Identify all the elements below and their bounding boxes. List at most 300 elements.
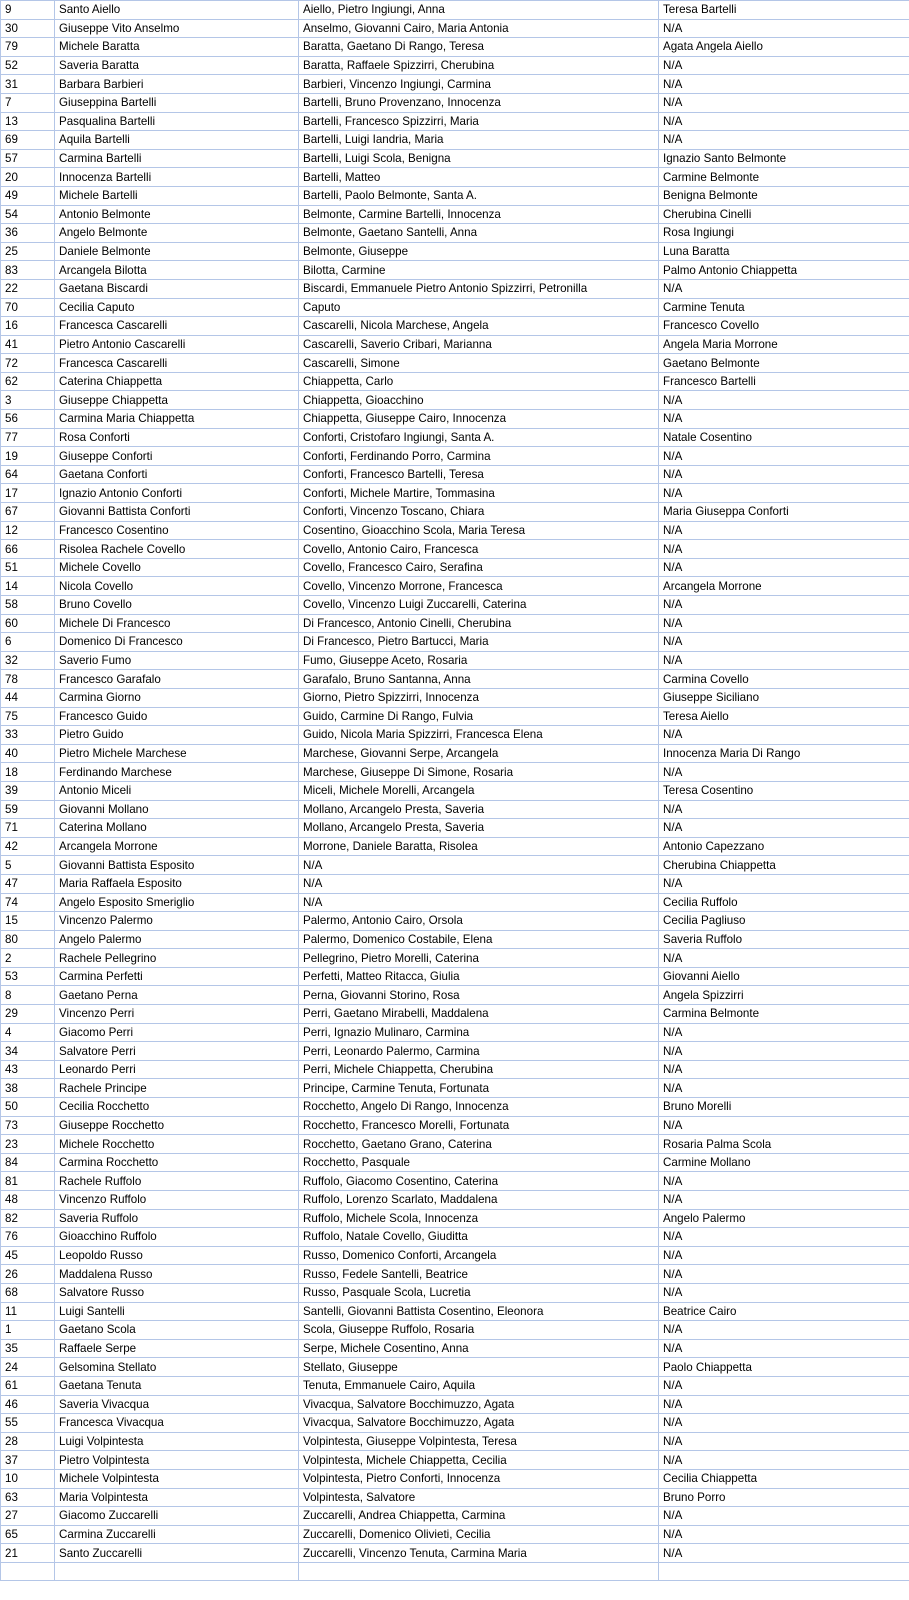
- cell-parents[interactable]: Miceli, Michele Morelli, Arcangela: [299, 781, 659, 800]
- cell-parents[interactable]: Rocchetto, Angelo Di Rango, Innocenza: [299, 1098, 659, 1117]
- cell-spouse[interactable]: N/A: [659, 1265, 909, 1284]
- cell-parents[interactable]: Mollano, Arcangelo Presta, Saveria: [299, 819, 659, 838]
- cell-spouse[interactable]: Rosaria Palma Scola: [659, 1135, 909, 1154]
- cell-id[interactable]: 36: [1, 224, 55, 243]
- cell-id[interactable]: 62: [1, 372, 55, 391]
- cell-id[interactable]: 63: [1, 1488, 55, 1507]
- cell-name[interactable]: Angelo Palermo: [55, 930, 299, 949]
- cell-parents[interactable]: Caputo: [299, 298, 659, 317]
- cell-parents[interactable]: Zuccarelli, Andrea Chiappetta, Carmina: [299, 1507, 659, 1526]
- cell-parents[interactable]: Guido, Nicola Maria Spizzirri, Francesca Elena: [299, 726, 659, 745]
- cell-id[interactable]: 34: [1, 1042, 55, 1061]
- cell-id[interactable]: 56: [1, 410, 55, 429]
- cell-name[interactable]: Pasqualina Bartelli: [55, 112, 299, 131]
- cell-spouse[interactable]: N/A: [659, 75, 909, 94]
- cell-parents[interactable]: Covello, Vincenzo Luigi Zuccarelli, Caterina: [299, 596, 659, 615]
- cell-name[interactable]: Domenico Di Francesco: [55, 633, 299, 652]
- cell-parents[interactable]: Serpe, Michele Cosentino, Anna: [299, 1339, 659, 1358]
- cell-spouse[interactable]: Rosa Ingiungi: [659, 224, 909, 243]
- cell-id[interactable]: 55: [1, 1414, 55, 1433]
- cell-id[interactable]: 25: [1, 242, 55, 261]
- cell-name[interactable]: Pietro Volpintesta: [55, 1451, 299, 1470]
- cell-spouse[interactable]: N/A: [659, 726, 909, 745]
- cell-spouse[interactable]: N/A: [659, 93, 909, 112]
- cell-parents[interactable]: Marchese, Giovanni Serpe, Arcangela: [299, 744, 659, 763]
- cell-name[interactable]: Carmina Zuccarelli: [55, 1525, 299, 1544]
- cell-name[interactable]: Carmina Bartelli: [55, 149, 299, 168]
- cell-name[interactable]: Bruno Covello: [55, 596, 299, 615]
- cell-parents[interactable]: Chiappetta, Giuseppe Cairo, Innocenza: [299, 410, 659, 429]
- cell-parents[interactable]: Perfetti, Matteo Ritacca, Giulia: [299, 967, 659, 986]
- cell-id[interactable]: 5: [1, 856, 55, 875]
- cell-spouse[interactable]: [659, 1562, 909, 1581]
- cell-id[interactable]: 43: [1, 1060, 55, 1079]
- cell-parents[interactable]: Morrone, Daniele Baratta, Risolea: [299, 837, 659, 856]
- cell-id[interactable]: 53: [1, 967, 55, 986]
- cell-parents[interactable]: Volpintesta, Michele Chiappetta, Cecilia: [299, 1451, 659, 1470]
- cell-spouse[interactable]: Cecilia Chiappetta: [659, 1469, 909, 1488]
- cell-id[interactable]: 38: [1, 1079, 55, 1098]
- cell-parents[interactable]: [299, 1562, 659, 1581]
- cell-parents[interactable]: Bartelli, Paolo Belmonte, Santa A.: [299, 186, 659, 205]
- cell-parents[interactable]: Ruffolo, Giacomo Cosentino, Caterina: [299, 1172, 659, 1191]
- cell-name[interactable]: Francesca Vivacqua: [55, 1414, 299, 1433]
- cell-parents[interactable]: Cascarelli, Simone: [299, 354, 659, 373]
- cell-parents[interactable]: Palermo, Domenico Costabile, Elena: [299, 930, 659, 949]
- cell-id[interactable]: [1, 1562, 55, 1581]
- cell-parents[interactable]: Bartelli, Bruno Provenzano, Innocenza: [299, 93, 659, 112]
- cell-parents[interactable]: Volpintesta, Giuseppe Volpintesta, Teresa: [299, 1432, 659, 1451]
- cell-name[interactable]: Gaetana Tenuta: [55, 1376, 299, 1395]
- cell-parents[interactable]: Perri, Ignazio Mulinaro, Carmina: [299, 1023, 659, 1042]
- cell-spouse[interactable]: N/A: [659, 1339, 909, 1358]
- cell-parents[interactable]: Conforti, Michele Martire, Tommasina: [299, 484, 659, 503]
- cell-spouse[interactable]: N/A: [659, 447, 909, 466]
- cell-spouse[interactable]: N/A: [659, 465, 909, 484]
- cell-id[interactable]: 29: [1, 1005, 55, 1024]
- cell-name[interactable]: Innocenza Bartelli: [55, 168, 299, 187]
- cell-parents[interactable]: Belmonte, Carmine Bartelli, Innocenza: [299, 205, 659, 224]
- cell-id[interactable]: 84: [1, 1153, 55, 1172]
- cell-name[interactable]: Santo Zuccarelli: [55, 1544, 299, 1563]
- cell-id[interactable]: 15: [1, 912, 55, 931]
- cell-parents[interactable]: Belmonte, Gaetano Santelli, Anna: [299, 224, 659, 243]
- cell-id[interactable]: 61: [1, 1376, 55, 1395]
- cell-name[interactable]: Cecilia Rocchetto: [55, 1098, 299, 1117]
- cell-id[interactable]: 77: [1, 428, 55, 447]
- cell-name[interactable]: Francesco Guido: [55, 707, 299, 726]
- cell-spouse[interactable]: N/A: [659, 1283, 909, 1302]
- cell-id[interactable]: 82: [1, 1209, 55, 1228]
- cell-name[interactable]: Michele Covello: [55, 558, 299, 577]
- cell-id[interactable]: 16: [1, 317, 55, 336]
- cell-parents[interactable]: Perna, Giovanni Storino, Rosa: [299, 986, 659, 1005]
- cell-id[interactable]: 76: [1, 1228, 55, 1247]
- cell-spouse[interactable]: Natale Cosentino: [659, 428, 909, 447]
- cell-spouse[interactable]: Cherubina Cinelli: [659, 205, 909, 224]
- cell-spouse[interactable]: Angelo Palermo: [659, 1209, 909, 1228]
- cell-id[interactable]: 66: [1, 540, 55, 559]
- cell-parents[interactable]: Biscardi, Emmanuele Pietro Antonio Spizzirri, Petronilla: [299, 279, 659, 298]
- cell-spouse[interactable]: N/A: [659, 1507, 909, 1526]
- cell-name[interactable]: Angelo Esposito Smeriglio: [55, 893, 299, 912]
- cell-parents[interactable]: Cascarelli, Nicola Marchese, Angela: [299, 317, 659, 336]
- cell-name[interactable]: Carmina Perfetti: [55, 967, 299, 986]
- cell-name[interactable]: Vincenzo Ruffolo: [55, 1191, 299, 1210]
- cell-spouse[interactable]: N/A: [659, 540, 909, 559]
- cell-parents[interactable]: Rocchetto, Francesco Morelli, Fortunata: [299, 1116, 659, 1135]
- cell-spouse[interactable]: Saveria Ruffolo: [659, 930, 909, 949]
- cell-name[interactable]: [55, 1562, 299, 1581]
- cell-name[interactable]: Caterina Mollano: [55, 819, 299, 838]
- cell-parents[interactable]: Barbieri, Vincenzo Ingiungi, Carmina: [299, 75, 659, 94]
- cell-id[interactable]: 65: [1, 1525, 55, 1544]
- cell-spouse[interactable]: N/A: [659, 391, 909, 410]
- cell-name[interactable]: Ferdinando Marchese: [55, 763, 299, 782]
- cell-id[interactable]: 42: [1, 837, 55, 856]
- cell-id[interactable]: 11: [1, 1302, 55, 1321]
- cell-name[interactable]: Pietro Antonio Cascarelli: [55, 335, 299, 354]
- cell-parents[interactable]: Baratta, Gaetano Di Rango, Teresa: [299, 38, 659, 57]
- cell-id[interactable]: 32: [1, 651, 55, 670]
- cell-parents[interactable]: Russo, Fedele Santelli, Beatrice: [299, 1265, 659, 1284]
- cell-id[interactable]: 19: [1, 447, 55, 466]
- cell-parents[interactable]: Zuccarelli, Vincenzo Tenuta, Carmina Maria: [299, 1544, 659, 1563]
- cell-name[interactable]: Francesco Cosentino: [55, 521, 299, 540]
- cell-name[interactable]: Carmina Maria Chiappetta: [55, 410, 299, 429]
- cell-spouse[interactable]: N/A: [659, 1432, 909, 1451]
- cell-name[interactable]: Giovanni Mollano: [55, 800, 299, 819]
- cell-spouse[interactable]: N/A: [659, 1060, 909, 1079]
- cell-spouse[interactable]: N/A: [659, 614, 909, 633]
- cell-id[interactable]: 83: [1, 261, 55, 280]
- cell-id[interactable]: 26: [1, 1265, 55, 1284]
- cell-spouse[interactable]: N/A: [659, 410, 909, 429]
- cell-name[interactable]: Arcangela Morrone: [55, 837, 299, 856]
- cell-id[interactable]: 40: [1, 744, 55, 763]
- cell-spouse[interactable]: Giuseppe Siciliano: [659, 688, 909, 707]
- cell-name[interactable]: Salvatore Russo: [55, 1283, 299, 1302]
- cell-name[interactable]: Gaetano Perna: [55, 986, 299, 1005]
- cell-id[interactable]: 4: [1, 1023, 55, 1042]
- cell-spouse[interactable]: N/A: [659, 596, 909, 615]
- cell-name[interactable]: Aquila Bartelli: [55, 131, 299, 150]
- cell-name[interactable]: Gelsomina Stellato: [55, 1358, 299, 1377]
- cell-id[interactable]: 17: [1, 484, 55, 503]
- cell-id[interactable]: 1: [1, 1321, 55, 1340]
- cell-id[interactable]: 79: [1, 38, 55, 57]
- cell-id[interactable]: 78: [1, 670, 55, 689]
- cell-spouse[interactable]: N/A: [659, 1042, 909, 1061]
- cell-parents[interactable]: Baratta, Raffaele Spizzirri, Cherubina: [299, 56, 659, 75]
- cell-name[interactable]: Giacomo Zuccarelli: [55, 1507, 299, 1526]
- cell-spouse[interactable]: N/A: [659, 484, 909, 503]
- cell-spouse[interactable]: Cherubina Chiappetta: [659, 856, 909, 875]
- cell-id[interactable]: 48: [1, 1191, 55, 1210]
- cell-id[interactable]: 14: [1, 577, 55, 596]
- cell-spouse[interactable]: N/A: [659, 1191, 909, 1210]
- cell-id[interactable]: 37: [1, 1451, 55, 1470]
- cell-name[interactable]: Giuseppe Rocchetto: [55, 1116, 299, 1135]
- cell-name[interactable]: Salvatore Perri: [55, 1042, 299, 1061]
- cell-spouse[interactable]: Palmo Antonio Chiappetta: [659, 261, 909, 280]
- cell-parents[interactable]: Fumo, Giuseppe Aceto, Rosaria: [299, 651, 659, 670]
- cell-parents[interactable]: N/A: [299, 893, 659, 912]
- cell-parents[interactable]: Di Francesco, Pietro Bartucci, Maria: [299, 633, 659, 652]
- cell-spouse[interactable]: Bruno Morelli: [659, 1098, 909, 1117]
- cell-id[interactable]: 59: [1, 800, 55, 819]
- cell-spouse[interactable]: Benigna Belmonte: [659, 186, 909, 205]
- cell-parents[interactable]: Ruffolo, Natale Covello, Giuditta: [299, 1228, 659, 1247]
- cell-parents[interactable]: Guido, Carmine Di Rango, Fulvia: [299, 707, 659, 726]
- cell-name[interactable]: Rachele Principe: [55, 1079, 299, 1098]
- cell-parents[interactable]: Marchese, Giuseppe Di Simone, Rosaria: [299, 763, 659, 782]
- cell-id[interactable]: 72: [1, 354, 55, 373]
- cell-name[interactable]: Angelo Belmonte: [55, 224, 299, 243]
- cell-id[interactable]: 54: [1, 205, 55, 224]
- cell-spouse[interactable]: N/A: [659, 1116, 909, 1135]
- cell-parents[interactable]: Bartelli, Luigi Scola, Benigna: [299, 149, 659, 168]
- cell-spouse[interactable]: Francesco Covello: [659, 317, 909, 336]
- cell-name[interactable]: Giovanni Battista Esposito: [55, 856, 299, 875]
- cell-parents[interactable]: Rocchetto, Pasquale: [299, 1153, 659, 1172]
- cell-id[interactable]: 58: [1, 596, 55, 615]
- cell-name[interactable]: Luigi Volpintesta: [55, 1432, 299, 1451]
- cell-spouse[interactable]: N/A: [659, 558, 909, 577]
- cell-id[interactable]: 3: [1, 391, 55, 410]
- cell-parents[interactable]: Belmonte, Giuseppe: [299, 242, 659, 261]
- cell-parents[interactable]: Bilotta, Carmine: [299, 261, 659, 280]
- cell-parents[interactable]: Scola, Giuseppe Ruffolo, Rosaria: [299, 1321, 659, 1340]
- cell-spouse[interactable]: N/A: [659, 651, 909, 670]
- cell-id[interactable]: 10: [1, 1469, 55, 1488]
- cell-parents[interactable]: Vivacqua, Salvatore Bocchimuzzo, Agata: [299, 1395, 659, 1414]
- cell-spouse[interactable]: N/A: [659, 19, 909, 38]
- cell-parents[interactable]: Tenuta, Emmanuele Cairo, Aquila: [299, 1376, 659, 1395]
- cell-id[interactable]: 13: [1, 112, 55, 131]
- cell-spouse[interactable]: Arcangela Morrone: [659, 577, 909, 596]
- cell-name[interactable]: Nicola Covello: [55, 577, 299, 596]
- cell-parents[interactable]: Pellegrino, Pietro Morelli, Caterina: [299, 949, 659, 968]
- cell-id[interactable]: 2: [1, 949, 55, 968]
- cell-parents[interactable]: Mollano, Arcangelo Presta, Saveria: [299, 800, 659, 819]
- cell-id[interactable]: 69: [1, 131, 55, 150]
- cell-name[interactable]: Santo Aiello: [55, 1, 299, 20]
- cell-id[interactable]: 46: [1, 1395, 55, 1414]
- cell-name[interactable]: Luigi Santelli: [55, 1302, 299, 1321]
- cell-name[interactable]: Gaetana Biscardi: [55, 279, 299, 298]
- cell-id[interactable]: 75: [1, 707, 55, 726]
- cell-spouse[interactable]: Luna Baratta: [659, 242, 909, 261]
- cell-name[interactable]: Barbara Barbieri: [55, 75, 299, 94]
- cell-parents[interactable]: N/A: [299, 856, 659, 875]
- cell-name[interactable]: Arcangela Bilotta: [55, 261, 299, 280]
- cell-id[interactable]: 9: [1, 1, 55, 20]
- cell-parents[interactable]: Vivacqua, Salvatore Bocchimuzzo, Agata: [299, 1414, 659, 1433]
- cell-id[interactable]: 71: [1, 819, 55, 838]
- cell-name[interactable]: Michele Di Francesco: [55, 614, 299, 633]
- cell-name[interactable]: Vincenzo Perri: [55, 1005, 299, 1024]
- cell-spouse[interactable]: Carmine Belmonte: [659, 168, 909, 187]
- cell-parents[interactable]: Covello, Antonio Cairo, Francesca: [299, 540, 659, 559]
- cell-name[interactable]: Saveria Ruffolo: [55, 1209, 299, 1228]
- cell-spouse[interactable]: Carmine Tenuta: [659, 298, 909, 317]
- cell-name[interactable]: Maddalena Russo: [55, 1265, 299, 1284]
- cell-name[interactable]: Michele Baratta: [55, 38, 299, 57]
- cell-id[interactable]: 50: [1, 1098, 55, 1117]
- cell-name[interactable]: Raffaele Serpe: [55, 1339, 299, 1358]
- cell-spouse[interactable]: N/A: [659, 763, 909, 782]
- cell-name[interactable]: Giuseppe Vito Anselmo: [55, 19, 299, 38]
- cell-spouse[interactable]: Angela Maria Morrone: [659, 335, 909, 354]
- cell-parents[interactable]: Di Francesco, Antonio Cinelli, Cherubina: [299, 614, 659, 633]
- cell-spouse[interactable]: Carmine Mollano: [659, 1153, 909, 1172]
- cell-name[interactable]: Pietro Michele Marchese: [55, 744, 299, 763]
- cell-spouse[interactable]: N/A: [659, 131, 909, 150]
- cell-spouse[interactable]: N/A: [659, 949, 909, 968]
- cell-parents[interactable]: Russo, Domenico Conforti, Arcangela: [299, 1246, 659, 1265]
- cell-name[interactable]: Antonio Belmonte: [55, 205, 299, 224]
- cell-spouse[interactable]: N/A: [659, 112, 909, 131]
- cell-parents[interactable]: N/A: [299, 874, 659, 893]
- cell-parents[interactable]: Conforti, Cristofaro Ingiungi, Santa A.: [299, 428, 659, 447]
- cell-id[interactable]: 67: [1, 503, 55, 522]
- cell-spouse[interactable]: N/A: [659, 1321, 909, 1340]
- cell-id[interactable]: 81: [1, 1172, 55, 1191]
- cell-parents[interactable]: Principe, Carmine Tenuta, Fortunata: [299, 1079, 659, 1098]
- cell-spouse[interactable]: N/A: [659, 819, 909, 838]
- cell-spouse[interactable]: N/A: [659, 1395, 909, 1414]
- cell-spouse[interactable]: Paolo Chiappetta: [659, 1358, 909, 1377]
- cell-name[interactable]: Saveria Baratta: [55, 56, 299, 75]
- cell-name[interactable]: Giacomo Perri: [55, 1023, 299, 1042]
- cell-spouse[interactable]: N/A: [659, 1451, 909, 1470]
- cell-name[interactable]: Giuseppina Bartelli: [55, 93, 299, 112]
- cell-id[interactable]: 18: [1, 763, 55, 782]
- cell-parents[interactable]: Conforti, Vincenzo Toscano, Chiara: [299, 503, 659, 522]
- cell-id[interactable]: 64: [1, 465, 55, 484]
- cell-parents[interactable]: Bartelli, Matteo: [299, 168, 659, 187]
- cell-name[interactable]: Risolea Rachele Covello: [55, 540, 299, 559]
- cell-spouse[interactable]: Giovanni Aiello: [659, 967, 909, 986]
- cell-id[interactable]: 31: [1, 75, 55, 94]
- cell-spouse[interactable]: N/A: [659, 1525, 909, 1544]
- cell-parents[interactable]: Aiello, Pietro Ingiungi, Anna: [299, 1, 659, 20]
- cell-id[interactable]: 8: [1, 986, 55, 1005]
- cell-id[interactable]: 45: [1, 1246, 55, 1265]
- cell-id[interactable]: 7: [1, 93, 55, 112]
- cell-name[interactable]: Leopoldo Russo: [55, 1246, 299, 1265]
- cell-id[interactable]: 33: [1, 726, 55, 745]
- cell-parents[interactable]: Stellato, Giuseppe: [299, 1358, 659, 1377]
- cell-name[interactable]: Carmina Giorno: [55, 688, 299, 707]
- cell-name[interactable]: Giuseppe Conforti: [55, 447, 299, 466]
- cell-parents[interactable]: Chiappetta, Carlo: [299, 372, 659, 391]
- cell-parents[interactable]: Garafalo, Bruno Santanna, Anna: [299, 670, 659, 689]
- cell-id[interactable]: 68: [1, 1283, 55, 1302]
- cell-parents[interactable]: Santelli, Giovanni Battista Cosentino, Eleonora: [299, 1302, 659, 1321]
- cell-parents[interactable]: Bartelli, Francesco Spizzirri, Maria: [299, 112, 659, 131]
- cell-spouse[interactable]: Teresa Aiello: [659, 707, 909, 726]
- cell-name[interactable]: Rosa Conforti: [55, 428, 299, 447]
- cell-parents[interactable]: Russo, Pasquale Scola, Lucretia: [299, 1283, 659, 1302]
- cell-id[interactable]: 80: [1, 930, 55, 949]
- cell-spouse[interactable]: N/A: [659, 633, 909, 652]
- cell-name[interactable]: Caterina Chiappetta: [55, 372, 299, 391]
- cell-spouse[interactable]: N/A: [659, 1376, 909, 1395]
- cell-spouse[interactable]: N/A: [659, 1246, 909, 1265]
- cell-id[interactable]: 74: [1, 893, 55, 912]
- cell-name[interactable]: Giovanni Battista Conforti: [55, 503, 299, 522]
- cell-id[interactable]: 27: [1, 1507, 55, 1526]
- cell-spouse[interactable]: Maria Giuseppa Conforti: [659, 503, 909, 522]
- cell-name[interactable]: Michele Volpintesta: [55, 1469, 299, 1488]
- cell-spouse[interactable]: Ignazio Santo Belmonte: [659, 149, 909, 168]
- cell-spouse[interactable]: N/A: [659, 874, 909, 893]
- cell-spouse[interactable]: Teresa Cosentino: [659, 781, 909, 800]
- cell-id[interactable]: 41: [1, 335, 55, 354]
- cell-spouse[interactable]: Beatrice Cairo: [659, 1302, 909, 1321]
- cell-parents[interactable]: Covello, Francesco Cairo, Serafina: [299, 558, 659, 577]
- cell-parents[interactable]: Palermo, Antonio Cairo, Orsola: [299, 912, 659, 931]
- cell-name[interactable]: Daniele Belmonte: [55, 242, 299, 261]
- cell-id[interactable]: 57: [1, 149, 55, 168]
- cell-spouse[interactable]: N/A: [659, 1544, 909, 1563]
- cell-parents[interactable]: Perri, Michele Chiappetta, Cherubina: [299, 1060, 659, 1079]
- cell-parents[interactable]: Chiappetta, Gioacchino: [299, 391, 659, 410]
- cell-id[interactable]: 28: [1, 1432, 55, 1451]
- cell-spouse[interactable]: N/A: [659, 1172, 909, 1191]
- cell-spouse[interactable]: Carmina Belmonte: [659, 1005, 909, 1024]
- cell-id[interactable]: 23: [1, 1135, 55, 1154]
- cell-parents[interactable]: Cosentino, Gioacchino Scola, Maria Teresa: [299, 521, 659, 540]
- cell-name[interactable]: Rachele Ruffolo: [55, 1172, 299, 1191]
- cell-name[interactable]: Carmina Rocchetto: [55, 1153, 299, 1172]
- cell-name[interactable]: Pietro Guido: [55, 726, 299, 745]
- cell-name[interactable]: Saveria Vivacqua: [55, 1395, 299, 1414]
- cell-id[interactable]: 24: [1, 1358, 55, 1377]
- cell-spouse[interactable]: Bruno Porro: [659, 1488, 909, 1507]
- cell-spouse[interactable]: Carmina Covello: [659, 670, 909, 689]
- cell-parents[interactable]: Ruffolo, Michele Scola, Innocenza: [299, 1209, 659, 1228]
- cell-name[interactable]: Gaetana Conforti: [55, 465, 299, 484]
- cell-parents[interactable]: Perri, Leonardo Palermo, Carmina: [299, 1042, 659, 1061]
- cell-spouse[interactable]: Cecilia Pagliuso: [659, 912, 909, 931]
- cell-id[interactable]: 12: [1, 521, 55, 540]
- cell-parents[interactable]: Conforti, Ferdinando Porro, Carmina: [299, 447, 659, 466]
- cell-parents[interactable]: Volpintesta, Salvatore: [299, 1488, 659, 1507]
- cell-id[interactable]: 73: [1, 1116, 55, 1135]
- cell-name[interactable]: Francesco Garafalo: [55, 670, 299, 689]
- cell-spouse[interactable]: Cecilia Ruffolo: [659, 893, 909, 912]
- cell-id[interactable]: 21: [1, 1544, 55, 1563]
- cell-parents[interactable]: Perri, Gaetano Mirabelli, Maddalena: [299, 1005, 659, 1024]
- cell-name[interactable]: Gioacchino Ruffolo: [55, 1228, 299, 1247]
- cell-parents[interactable]: Volpintesta, Pietro Conforti, Innocenza: [299, 1469, 659, 1488]
- cell-name[interactable]: Maria Volpintesta: [55, 1488, 299, 1507]
- cell-name[interactable]: Francesca Cascarelli: [55, 317, 299, 336]
- cell-name[interactable]: Cecilia Caputo: [55, 298, 299, 317]
- cell-spouse[interactable]: N/A: [659, 1414, 909, 1433]
- cell-name[interactable]: Gaetano Scola: [55, 1321, 299, 1340]
- cell-spouse[interactable]: Gaetano Belmonte: [659, 354, 909, 373]
- cell-spouse[interactable]: Innocenza Maria Di Rango: [659, 744, 909, 763]
- cell-name[interactable]: Saverio Fumo: [55, 651, 299, 670]
- cell-spouse[interactable]: N/A: [659, 521, 909, 540]
- cell-parents[interactable]: Rocchetto, Gaetano Grano, Caterina: [299, 1135, 659, 1154]
- cell-id[interactable]: 35: [1, 1339, 55, 1358]
- cell-name[interactable]: Leonardo Perri: [55, 1060, 299, 1079]
